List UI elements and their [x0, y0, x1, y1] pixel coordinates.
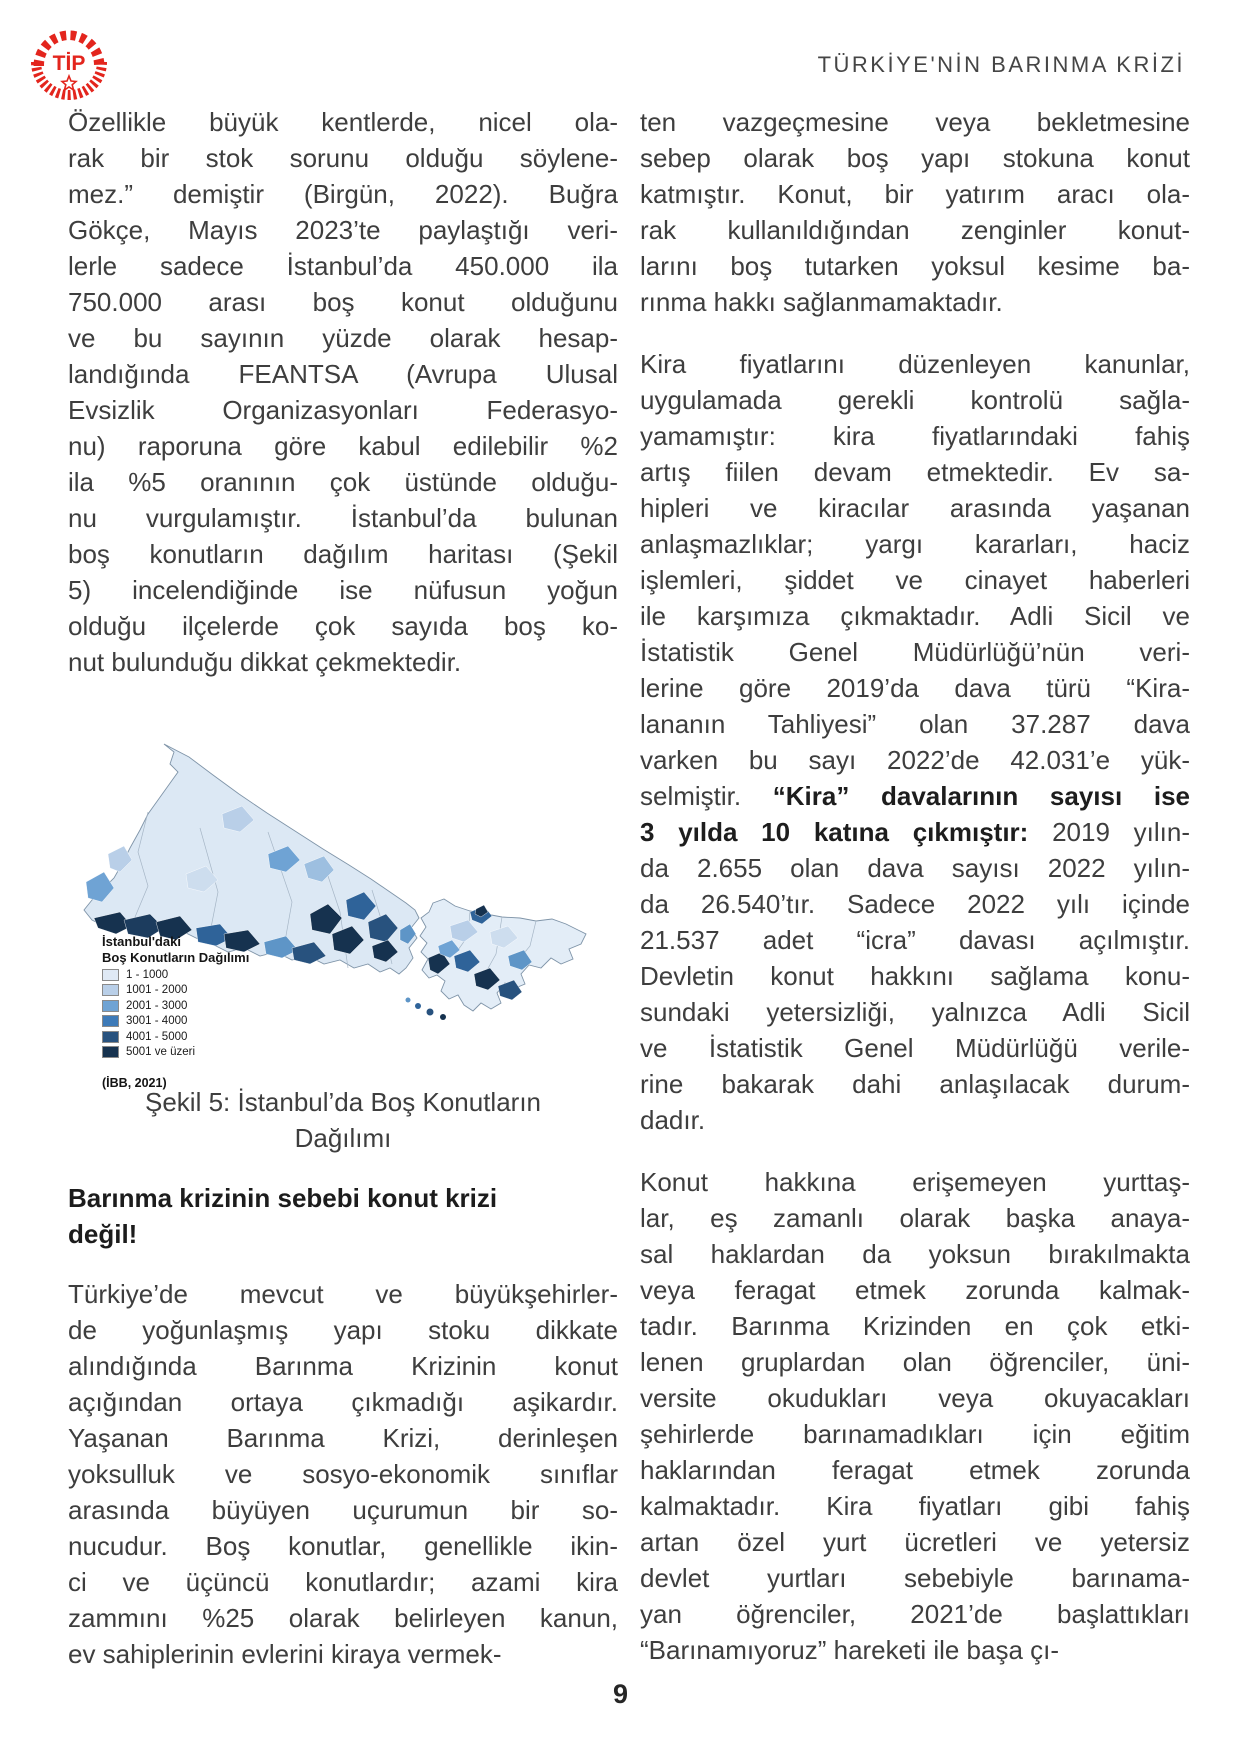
legend-swatch — [102, 1046, 119, 1058]
legend-items — [102, 968, 249, 1059]
right-column — [640, 104, 1190, 1694]
map-legend — [102, 934, 249, 1101]
legend-swatch — [102, 984, 119, 996]
legend-swatch — [102, 1015, 119, 1027]
legend-label: 2001 - 3000 — [126, 999, 188, 1012]
tip-logo-icon — [26, 20, 112, 110]
section-heading — [68, 1180, 618, 1252]
paragraph: Konut hakkına erişemeyen yurttaş- lar, eş zamanlı olarak başka anaya- sal haklardan da yoksun bırakılmakta veya feragat etmek zorunda kalmak- tadır. Barınma Krizinden en çok etki- lenen gruplardan olan öğrenciler, üni- versite okudukları veya okuyacakları şehirlerde barınamadıkları için eğitim haklarından feragat etmek zorunda kalmaktadır. Kira fiyatları gibi fahiş artan özel yurt ücretleri ve yetersiz devlet yurtları sebebiyle barınama- yan öğrenciler, 2021’de başlattıkları “Barınamıyoruz” hareketi ile başa çı- — [640, 1167, 1190, 1665]
left-column — [68, 104, 618, 1698]
caption-line1: Şekil 5: İstanbul’da Boş Konutların — [144, 1087, 542, 1117]
figure-istanbul-map — [68, 706, 618, 1090]
legend-label: 3001 - 4000 — [126, 1015, 188, 1028]
paragraph: ten vazgeçmesine veya bekletmesine sebep olarak boş yapı stokuna konut katmıştır. Konut, bir yatırım aracı ola- rak kullanıldığından zenginler konut- larını boş tutarken yoksul kesime ba- rınma hakkı sağlanmamaktadır. — [640, 107, 1190, 317]
legend-swatch — [102, 1000, 119, 1012]
heading-line2: değil! — [68, 1219, 138, 1249]
caption-line2: Dağılımı — [294, 1123, 392, 1153]
heading-line1: Barınma krizinin sebebi konut krizi — [68, 1183, 498, 1213]
paragraph: Türkiye’de mevcut ve büyükşehirler- de yoğunlaşmış yapı stoku dikkate alındığında Barınma Krizinin konut açığından ortaya çıkmadığı aşikardır. Yaşanan Barınma Krizi, derinleşen yoksulluk ve sosyo-ekonomik sınıflar arasında büyüyen uçurumun bir so- nucudur. Boş konutlar, genellikle ikin- ci ve üçüncü konutlardır; azami kira zammını %25 olarak belirleyen kanun, ev sahiplerinin evlerini kiraya vermek- — [68, 1279, 618, 1669]
legend-swatch — [102, 969, 119, 981]
tip-party-logo — [26, 20, 112, 110]
legend-label: 5001 ve üzeri — [126, 1046, 196, 1059]
legend-title-line1: İstanbul'daki — [102, 934, 181, 949]
legend-title-line2: Boş Konutların Dağılımı — [102, 950, 250, 965]
legend-source: (İBB, 2021) — [102, 1076, 167, 1090]
paragraph: Özellikle büyük kentlerde, nicel ola- rak bir stok sorunu olduğu söylene- mez.” demiştir (Birgün, 2022). Buğra Gökçe, Mayıs 2023’te paylaştığı veri- lerle sadece İstanbul’da 450.000 ila 750.000 arası boş konut olduğunu ve bu sayının yüzde olarak hesap- landığında FEANTSA (Avrupa Ulusal Evsizlik Organizasyonları Federasyo- nu) raporuna göre kabul edilebilir %2 ila %5 oranının çok üstünde olduğu- nu vurgulamıştır. İstanbul’da bulunan boş konutların dağılım haritası (Şekil 5) incelendiğinde ise nüfusun yoğun olduğu ilçelerde çok sayıda boş ko- nut bulunduğu dikkat çekmektedir. — [68, 107, 618, 677]
legend-label: 4001 - 5000 — [126, 1030, 188, 1043]
legend-label: 1 - 1000 — [126, 968, 169, 981]
paragraph: Kira fiyatlarını düzenleyen kanunlar, uygulamada gerekli kontrolü sağla- yamamıştır: kira fiyatlarındaki fahiş artış fiilen devam etmektedir. Ev sa- hipleri ve kiracılar arasında yaşanan anlaşmazlıklar; yargı kararları, haciz işlemleri, şiddet ve cinayet haberleri ile karşımıza çıkmaktadır. Adli Sicil ve İstatistik Genel Müdürlüğü’nün veri- lerine göre 2019’da dava türü “Kira- lananın Tahliyesi” olan 37.287 dava varken bu sayı 2022’de 42.031’e yük- selmiştir. “Kira” davalarının sayısı ise 3 yılda 10 katına çıkmıştır: 2019 yılın- da 2.655 olan dava sayısı 2022 yılın- da 26.540’tır. Sadece 2022 yılı içinde 21.537 adet “icra” davası açılmıştır. Devletin konut hakkını sağlama konu- sundaki yetersizliği, yalnızca Adli Sicil ve İstatistik Genel Müdürlüğü verile- rine bakarak dahi anlaşılacak durum- dadır. — [640, 349, 1190, 1135]
logo-text: TİP — [52, 52, 86, 75]
legend-swatch — [102, 1031, 119, 1043]
legend-item — [102, 1046, 249, 1060]
legend-label: 1001 - 2000 — [126, 984, 188, 997]
page-header-title: TÜRKİYE'NİN BARINMA KRİZİ — [817, 52, 1185, 77]
page-number: 9 — [612, 1679, 629, 1709]
